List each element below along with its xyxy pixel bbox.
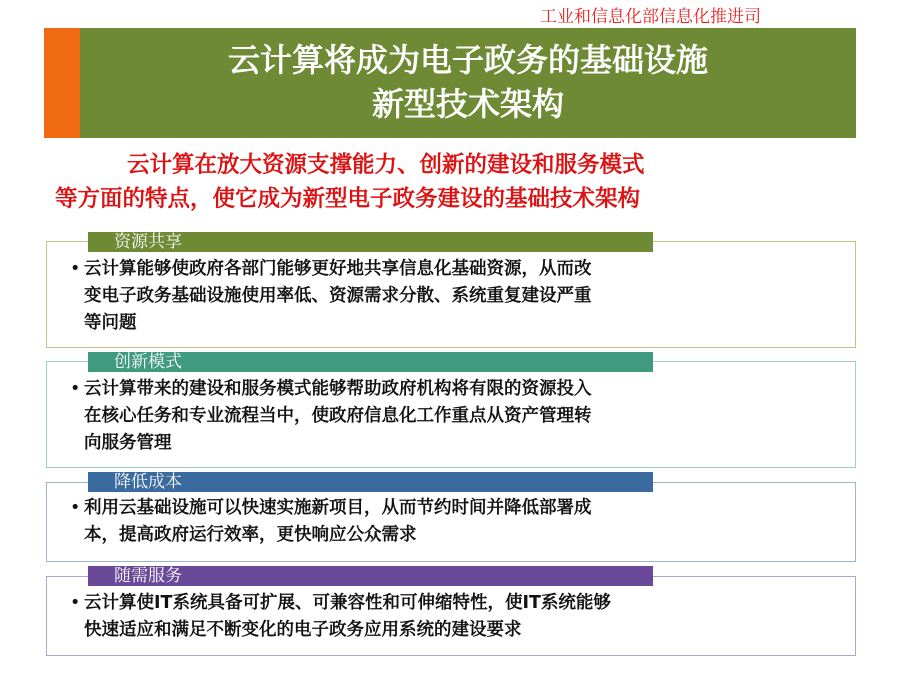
bullet-icon: • (70, 379, 81, 399)
text-line: 等问题 (84, 313, 137, 333)
bullet-icon: • (70, 593, 81, 613)
section-tab-resource-sharing: 资源共享 (88, 232, 653, 252)
slide-title (80, 38, 856, 126)
text-line: 云计算能够使政府各部门能够更好地共享信息化基础资源，从而改 (84, 259, 592, 279)
bullet-icon: • (70, 259, 81, 279)
section-text-innovation-model (70, 376, 810, 457)
text-line: 快速适应和满足不断变化的电子政务应用系统的建设要求 (84, 620, 522, 640)
text-line: 本，提高政府运行效率，更快响应公众需求 (84, 525, 417, 545)
section-tab-cost-reduction: 降低成本 (88, 472, 653, 492)
text-line: 变电子政务基础设施使用率低、资源需求分散、系统重复建设严重 (84, 286, 592, 306)
section-text-cost-reduction (70, 495, 810, 549)
text-line: 向服务管理 (84, 433, 172, 453)
intro-line1: 云计算在放大资源支撑能力、创新的建设和服务模式 (127, 152, 645, 178)
text-line: 云计算带来的建设和服务模式能够帮助政府机构将有限的资源投入 (84, 379, 592, 399)
text-line: 在核心任务和专业流程当中，使政府信息化工作重点从资产管理转 (84, 406, 592, 426)
intro-statement (55, 148, 875, 216)
text-line: 云计算使IT系统具备可扩展、可兼容性和可伸缩特性，使IT系统能够 (84, 593, 611, 613)
section-text-resource-sharing (70, 256, 810, 337)
text-line: 利用云基础设施可以快速实施新项目，从而节约时间并降低部署成 (84, 498, 592, 518)
title-banner (44, 28, 856, 138)
bullet-icon: • (70, 498, 81, 518)
section-text-on-demand-service (70, 590, 810, 644)
department-name: 工业和信息化部信息化推进司 (540, 7, 761, 27)
intro-line2: 等方面的特点，使它成为新型电子政务建设的基础技术架构 (55, 186, 641, 212)
slide-title-line2: 新型技术架构 (371, 85, 564, 123)
title-accent-bar (44, 28, 80, 138)
section-tab-on-demand-service: 随需服务 (88, 566, 653, 586)
section-tab-innovation-model: 创新模式 (88, 352, 653, 372)
slide-title-line1: 云计算将成为电子政务的基础设施 (227, 41, 708, 79)
